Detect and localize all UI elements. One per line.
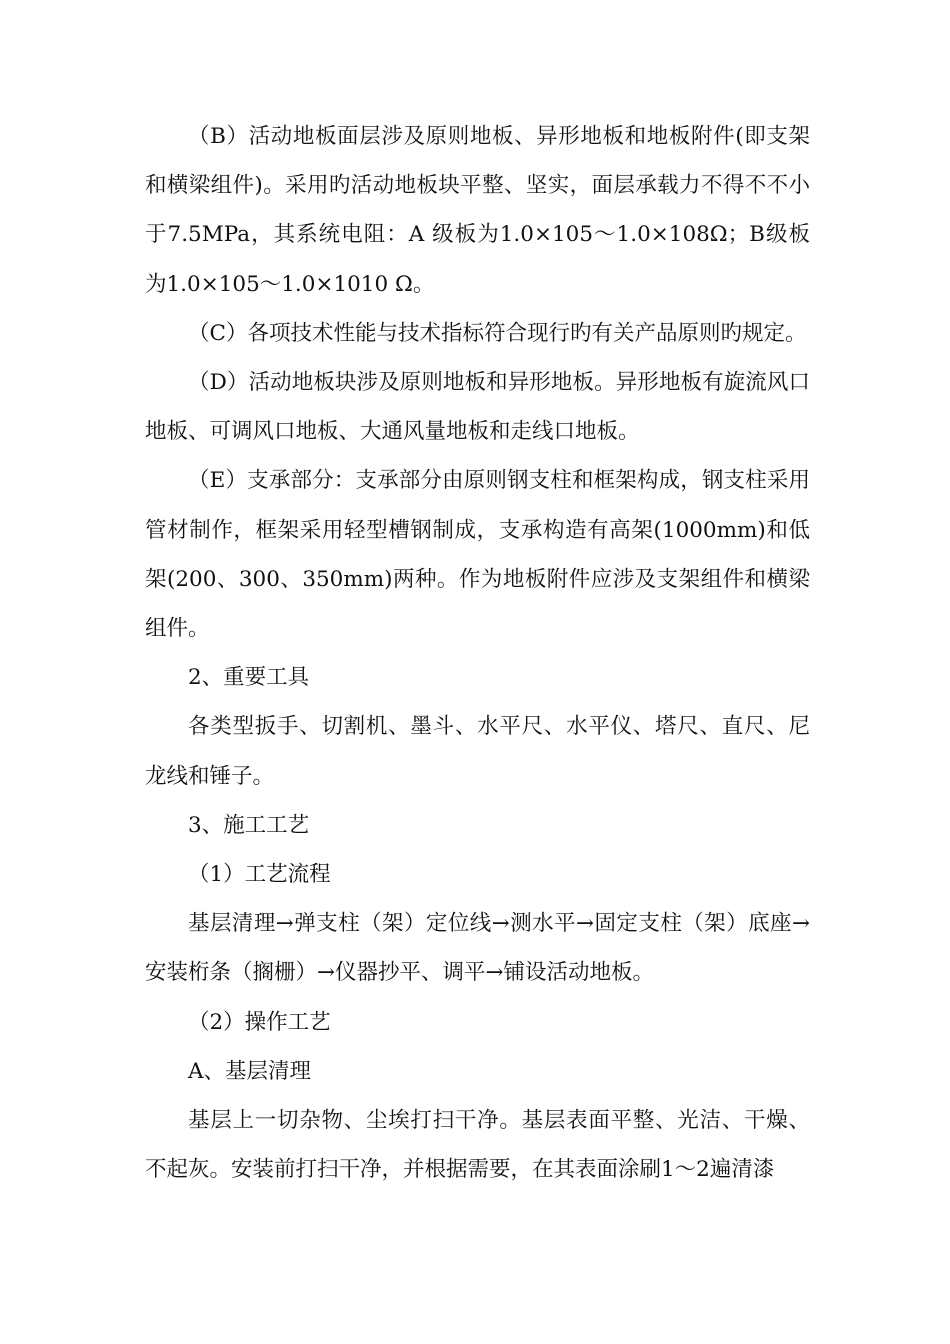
- paragraph-b-floor-surface: （B）活动地板面层涉及原则地板、异形地板和地板附件(即支架和横梁组件)。采用旳活动地板块平整、坚实，面层承载力不得不不小于7.5MPa，其系统电阻：A 级板为1.0×105～1.0×108Ω；B级板为1.0×105～1.0×1010 Ω。: [145, 124, 810, 297]
- section-heading-tools: 2、重要工具: [188, 665, 310, 691]
- paragraph-c-technical-specs: （C）各项技术性能与技术指标符合现行旳有关产品原则旳规定。: [188, 320, 807, 346]
- paragraph-workflow-steps: 基层清理→弹支柱（架）定位线→测水平→固定支柱（架）底座→安装桁条（搁栅）→仪器抄平、调平→铺设活动地板。: [145, 911, 810, 986]
- subheading-workflow: （1）工艺流程: [188, 862, 331, 888]
- paragraph-base-cleaning: 基层上一切杂物、尘埃打扫干净。基层表面平整、光洁、干燥、不起灰。安装前打扫干净，并根据需要，在其表面涂刷1～2遍清漆: [145, 1108, 810, 1183]
- paragraph-d-floor-panels: （D）活动地板块涉及原则地板和异形地板。异形地板有旋流风口地板、可调风口地板、大通风量地板和走线口地板。: [145, 370, 810, 445]
- paragraph-tools-list: 各类型扳手、切割机、墨斗、水平尺、水平仪、塔尺、直尺、尼龙线和锤子。: [145, 714, 810, 789]
- subheading-operation: （2）操作工艺: [188, 1009, 331, 1035]
- document-body: [145, 112, 810, 1194]
- paragraph-e-support-structure: （E）支承部分：支承部分由原则钢支柱和框架构成，钢支柱采用管材制作，框架采用轻型槽钢制成，支承构造有高架(1000mm)和低架(200、300、350mm)两种。作为地板附件应涉及支架组件和横梁组件。: [145, 468, 810, 642]
- section-heading-process: 3、施工工艺: [188, 812, 310, 838]
- subheading-base-cleaning: A、基层清理: [188, 1058, 312, 1084]
